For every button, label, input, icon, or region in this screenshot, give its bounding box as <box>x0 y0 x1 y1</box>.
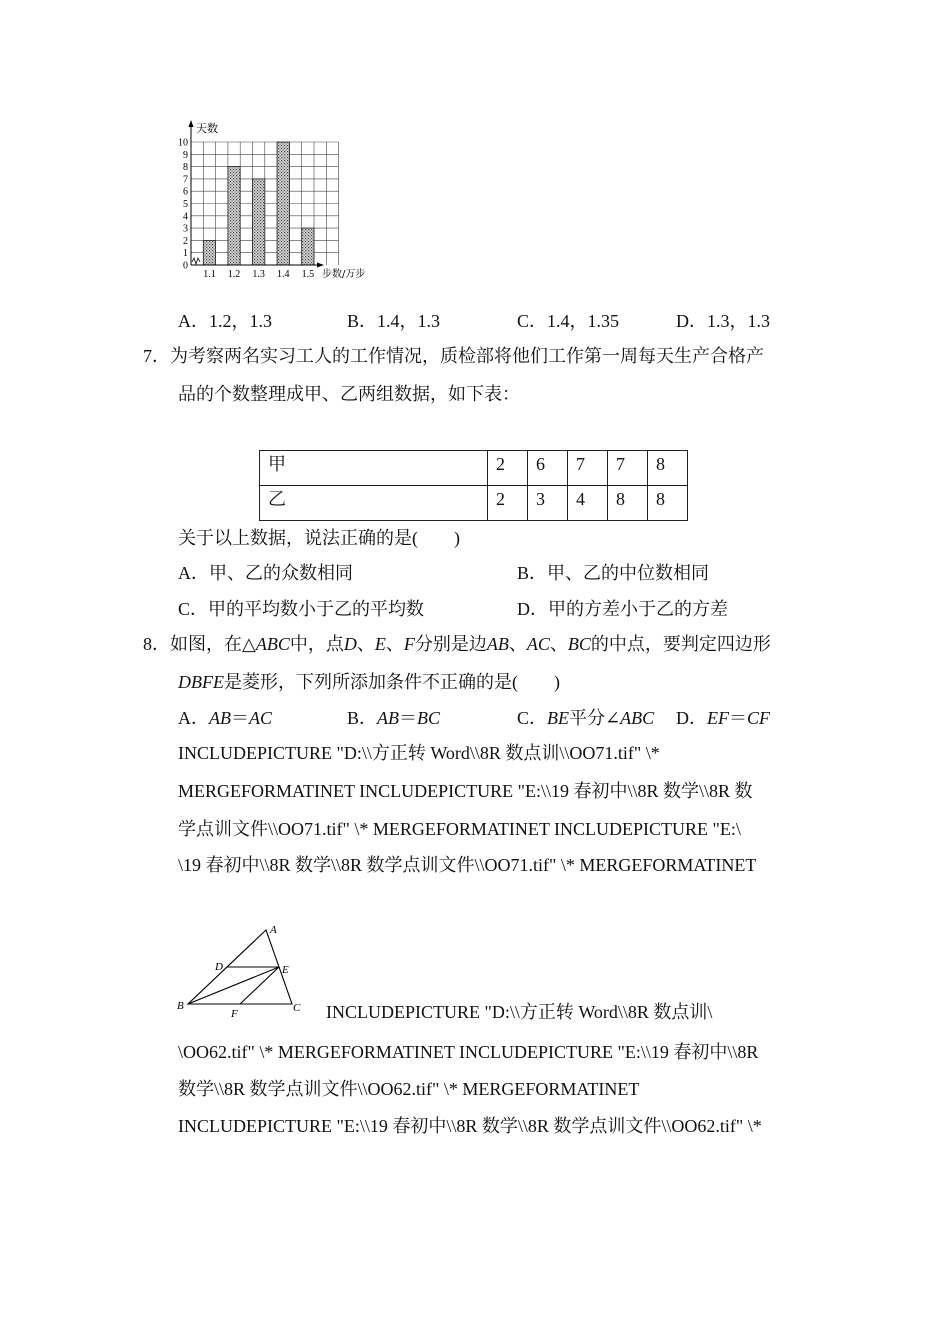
q8-l1-t9: AB <box>486 634 509 654</box>
y-tick-label: 2 <box>183 235 188 247</box>
table-cell: 8 <box>608 486 648 521</box>
label-a: A <box>270 924 277 936</box>
bar-1.4 <box>277 142 289 265</box>
triangle-figure <box>172 918 312 1023</box>
opt-c-left: BE <box>547 708 570 728</box>
q7-option-c: C．甲的平均数小于乙的平均数 <box>178 599 425 619</box>
opt-c-right: ABC <box>620 708 655 728</box>
q8-l1-t10: 、 <box>508 634 527 654</box>
table-row <box>260 451 688 486</box>
q8-l2-t0: DBFE <box>178 672 224 692</box>
x-tick-labels <box>203 269 314 280</box>
y-tick-label: 7 <box>183 174 188 186</box>
bar-1.3 <box>253 179 265 265</box>
table-cell: 甲 <box>260 451 488 486</box>
q6-option-c: C．1.4，1.35 <box>517 311 620 331</box>
y-tick-label: 0 <box>183 260 188 272</box>
table-cell: 8 <box>648 486 688 521</box>
q7-option-d: D．甲的方差小于乙的方差 <box>517 599 728 619</box>
q7-line-2: 品的个数整理成甲、乙两组数据，如下表： <box>178 384 520 404</box>
include-field-text: \19 春初中\\8R 数学\\8R 数学点训文件\\OO71.tif" \* MERGEFORMATINET <box>178 855 757 875</box>
q8-l1-t7: F <box>403 634 415 654</box>
segment-be <box>188 967 279 1004</box>
q8-l1-t6: 、 <box>385 634 404 654</box>
q8-option-a <box>178 706 272 730</box>
opt-a-right: AC <box>249 708 273 728</box>
include-field-text: INCLUDEPICTURE "E:\\19 春初中\\8R 数学\\8R 数学点训文件\\OO62.tif" \* <box>178 1116 762 1136</box>
y-tick-label: 4 <box>183 211 188 223</box>
y-axis-label: 天数 <box>196 122 218 135</box>
q6-option-d: D．1.3，1.3 <box>676 311 770 331</box>
opt-a-prefix: A． <box>178 708 209 728</box>
bar-1.1 <box>203 240 215 265</box>
data-table <box>259 450 688 521</box>
q7-option-a: A．甲、乙的众数相同 <box>178 563 353 583</box>
y-tick-label: 10 <box>178 137 188 149</box>
q8-l1-t1: ABC <box>255 634 290 654</box>
include-field-text: INCLUDEPICTURE "D:\\方正转 Word\\8R 数点训\ <box>326 1002 713 1022</box>
table-cell: 7 <box>568 451 608 486</box>
q8-l1-t5: E <box>374 634 386 654</box>
q6-option-b: B．1.4，1.3 <box>347 311 441 331</box>
q8-l1-t14: 的中点，要判定四边形 <box>590 634 771 654</box>
q8-l2-t1: 是菱形，下列所添加条件不正确的是( ) <box>223 672 560 692</box>
table-cell: 3 <box>528 486 568 521</box>
y-tick-label: 9 <box>183 149 188 161</box>
table-cell: 7 <box>608 451 648 486</box>
y-tick-label: 6 <box>183 186 188 198</box>
y-tick-labels <box>178 138 188 272</box>
q8-line-2 <box>178 670 560 694</box>
opt-d-left: EF <box>707 708 729 728</box>
q7-option-b: B．甲、乙的中位数相同 <box>517 563 710 583</box>
opt-b-left: AB <box>377 708 400 728</box>
x-tick-label: 1.3 <box>252 269 265 280</box>
table-cell: 2 <box>488 486 528 521</box>
opt-c-prefix: C． <box>517 708 548 728</box>
table-cell: 乙 <box>260 486 488 521</box>
label-f: F <box>231 1008 238 1020</box>
q8-l1-t12: 、 <box>549 634 568 654</box>
label-b: B <box>177 1000 184 1012</box>
q8-option-b <box>347 706 440 730</box>
table-cell: 8 <box>648 451 688 486</box>
label-e: E <box>282 964 289 976</box>
q8-l1-t13: BC <box>567 634 591 654</box>
opt-c-mid: 平分∠ <box>569 708 621 728</box>
opt-d-prefix: D． <box>676 708 707 728</box>
x-tick-label: 1.2 <box>227 269 241 280</box>
y-tick-label: 1 <box>183 248 188 260</box>
opt-b-right: BC <box>417 708 441 728</box>
q7-line-1: 7．为考察两名实习工人的工作情况，质检部将他们工作第一周每天生产合格产 <box>143 346 764 366</box>
q8-l1-t3: D <box>343 634 357 654</box>
q8-l1-t0: 8．如图，在△ <box>143 634 256 654</box>
bar-chart <box>170 115 385 285</box>
q8-l1-t8: 分别是边 <box>414 634 487 654</box>
q8-l1-t11: AC <box>526 634 550 654</box>
include-field-text: INCLUDEPICTURE "D:\\方正转 Word\\8R 数点训\\OO71.tif" \* <box>178 743 660 763</box>
y-tick-label: 3 <box>183 223 188 235</box>
include-field-text: 数学\\8R 数学点训文件\\OO62.tif" \* MERGEFORMATINET <box>178 1079 640 1099</box>
x-axis-label: 步数/万步 <box>322 269 366 280</box>
q8-l1-t2: 中，点 <box>289 634 344 654</box>
segment-fe <box>240 967 279 1004</box>
opt-a-left: AB <box>209 708 231 728</box>
x-tick-label: 1.4 <box>277 269 290 280</box>
opt-b-prefix: B． <box>347 708 378 728</box>
opt-d-eq: ＝ <box>729 708 747 728</box>
include-field-text: \OO62.tif" \* MERGEFORMATINET INCLUDEPICTURE "E:\\19 春初中\\8R <box>178 1042 759 1062</box>
x-tick-label: 1.1 <box>203 269 216 280</box>
q8-option-d <box>676 706 770 730</box>
bar-1.5 <box>302 228 314 265</box>
x-tick-label: 1.5 <box>301 269 315 280</box>
q8-line-1 <box>143 632 771 656</box>
opt-a-eq: ＝ <box>231 708 249 728</box>
opt-d-right: CF <box>747 708 771 728</box>
table-cell: 6 <box>528 451 568 486</box>
q8-l1-t4: 、 <box>356 634 375 654</box>
table-cell: 2 <box>488 451 528 486</box>
q7-question: 关于以上数据，说法正确的是( ) <box>178 528 460 548</box>
q8-option-c <box>517 706 654 730</box>
opt-b-eq: ＝ <box>399 708 418 728</box>
include-field-text: 学点训文件\\OO71.tif" \* MERGEFORMATINET INCLUDEPICTURE "E:\ <box>178 819 741 839</box>
label-c: C <box>293 1002 301 1014</box>
y-tick-label: 8 <box>183 162 188 174</box>
include-field-text: MERGEFORMATINET INCLUDEPICTURE "E:\\19 春初中\\8R 数学\\8R 数 <box>178 781 753 801</box>
table-row <box>260 486 688 521</box>
label-d: D <box>215 961 223 973</box>
table-cell: 4 <box>568 486 608 521</box>
y-tick-label: 5 <box>183 199 188 210</box>
q6-option-a: A．1.2，1.3 <box>178 311 272 331</box>
bar-1.2 <box>228 167 240 265</box>
